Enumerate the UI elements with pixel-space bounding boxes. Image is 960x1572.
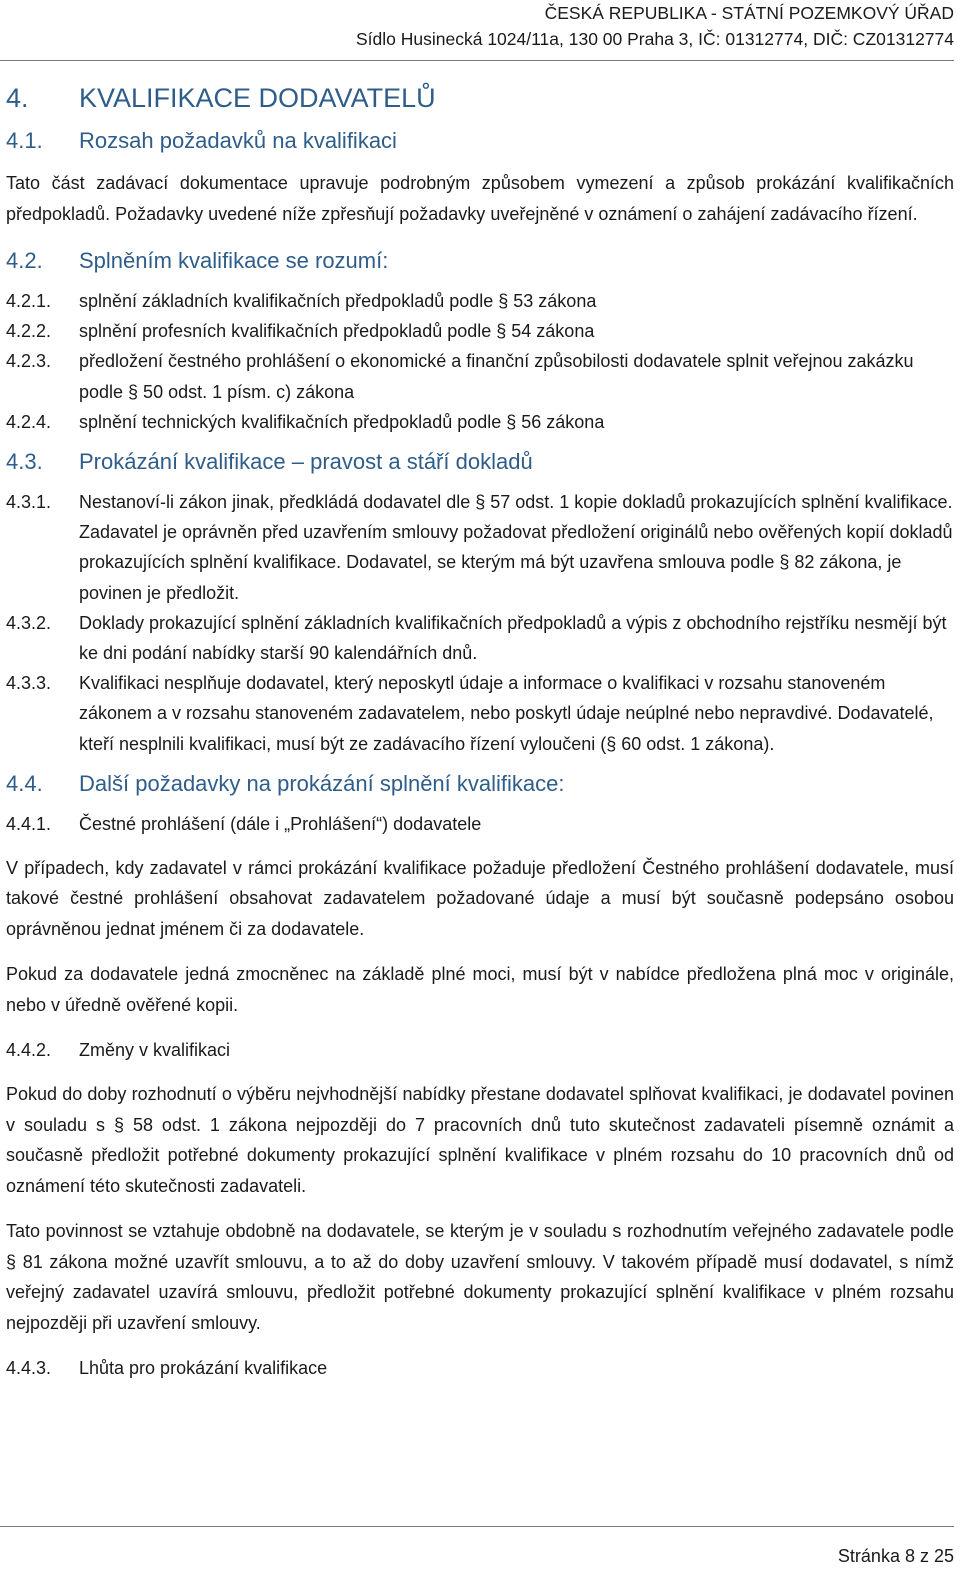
heading-section-4-4: 4.4. Další požadavky na prokázání splnění kvalifikace: (6, 770, 565, 796)
list-item: 4.2.4. splnění technických kvalifikačních předpokladů podle § 56 zákona (6, 411, 605, 432)
heading-section-4-4-2: 4.4.2. Změny v kvalifikaci (6, 1040, 231, 1061)
page-number: Stránka 8 z 25 (837, 1546, 954, 1566)
proof-list (6, 487, 954, 759)
paragraph: Tato povinnost se vztahuje obdobně na dodavatele, se kterým je v souladu s rozhodnutím veřejného zadavatele podle § 81 zákona možné uzavřít smlouvu, a to až do doby uzavření smlouvy. V takovém případě musí dodavatel, s nímž veřejný zadavatel uzavírá smlouvu, předložit potřebné dokumenty prokazující splnění kvalifikace v plném rozsahu nejpozději při uzavření smlouvy. (6, 1221, 954, 1333)
document-body (6, 72, 954, 1397)
heading-section-4-4-3: 4.4.3. Lhůta pro prokázání kvalifikace (6, 1358, 328, 1379)
list-item: 4.2.1. splnění základních kvalifikačních předpokladů podle § 53 zákona (6, 291, 597, 311)
heading-section-4-4-1: 4.4.1. Čestné prohlášení (dále i „Prohlášení“) dodavatele (6, 813, 482, 834)
heading-section-4-3: 4.3. Prokázání kvalifikace – pravost a stáří dokladů (6, 449, 533, 475)
list-item: 4.3.2. Doklady prokazující splnění základních kvalifikačních předpokladů a výpis z obchodního rejstříku nesmějí být ke dni podání nabídky starší 90 kalendářních dnů. (6, 612, 947, 664)
paragraph: V případech, kdy zadavatel v rámci prokázání kvalifikace požaduje předložení Čestného prohlášení dodavatele, musí takové čestné prohlášení obsahovat zadavatelem požadované údaje a musí být současně podepsáno osobou oprávněnou jednat jménem či za dodavatele. (6, 857, 954, 939)
list-item: 4.3.3. Kvalifikaci nesplňuje dodavatel, který neposkytl údaje a informace o kvalifikaci v rozsahu stanoveném zákonem a v rozsahu stanoveném zadavatelem, nebo poskytl údaje neúplné nebo nepravdivé. Dodavatelé, kteří nesplnili kvalifikaci, musí být ze zadávacího řízení vyloučeni (§ 60 odst. 1 zákona). (6, 673, 934, 754)
paragraph: Tato část zadávací dokumentace upravuje podrobným způsobem vymezení a způsob prokázání kvalifikačních předpokladů. Požadavky uvedené níže zpřesňují požadavky uveřejněné v oznámení o zahájení zadávacího řízení. (6, 173, 954, 224)
heading-section-4-2: 4.2. Splněním kvalifikace se rozumí: (6, 248, 389, 273)
page-header (356, 0, 954, 52)
heading-section-4: 4. KVALIFIKACE DODAVATELŮ (6, 83, 436, 113)
header-address: Sídlo Husinecká 1024/11a, 130 00 Praha 3, IČ: 01312774, DIČ: CZ01312774 (356, 29, 954, 49)
header-organization: ČESKÁ REPUBLIKA - STÁTNÍ POZEMKOVÝ ÚŘAD (544, 3, 954, 23)
list-item: 4.3.1. Nestanoví-li zákon jinak, předkládá dodavatel dle § 57 odst. 1 kopie dokladů prokazujících splnění kvalifikace. Zadavatel je oprávněn před uzavřením smlouvy požadovat předložení originálů nebo ověřených kopií dokladů prokazujících splnění kvalifikace. Dodavatel, se kterým má být uzavřena smlouva podle § 82 zákona, je povinen je předložit. (6, 492, 953, 603)
heading-section-4-1: 4.1. Rozsah požadavků na kvalifikaci (6, 128, 397, 153)
paragraph: Pokud do doby rozhodnutí o výběru nejvhodnější nabídky přestane dodavatel splňovat kvalifikaci, je dodavatel povinen v souladu s § 58 odst. 1 zákona nejpozději do 7 pracovních dnů tuto skutečnost zadavateli písemně oznámit a současně předložit potřebné dokumenty prokazující splnění kvalifikace v plném rozsahu do 10 pracovních dnů od oznámení této skutečnosti zadavateli. (6, 1084, 954, 1196)
list-item: 4.2.3. předložení čestného prohlášení o ekonomické a finanční způsobilosti dodavatele splnit veřejnou zakázku podle § 50 odst. 1 písm. c) zákona (6, 351, 914, 402)
paragraph: Pokud za dodavatele jedná zmocněnec na základě plné moci, musí být v nabídce předložena plná moc v originále, nebo v úředně ověřené kopii. (6, 964, 954, 1015)
list-item: 4.2.2. splnění profesních kvalifikačních předpokladů podle § 54 zákona (6, 321, 595, 342)
qualification-list (6, 286, 954, 437)
footer-divider (0, 1526, 954, 1527)
header-divider (0, 60, 954, 61)
